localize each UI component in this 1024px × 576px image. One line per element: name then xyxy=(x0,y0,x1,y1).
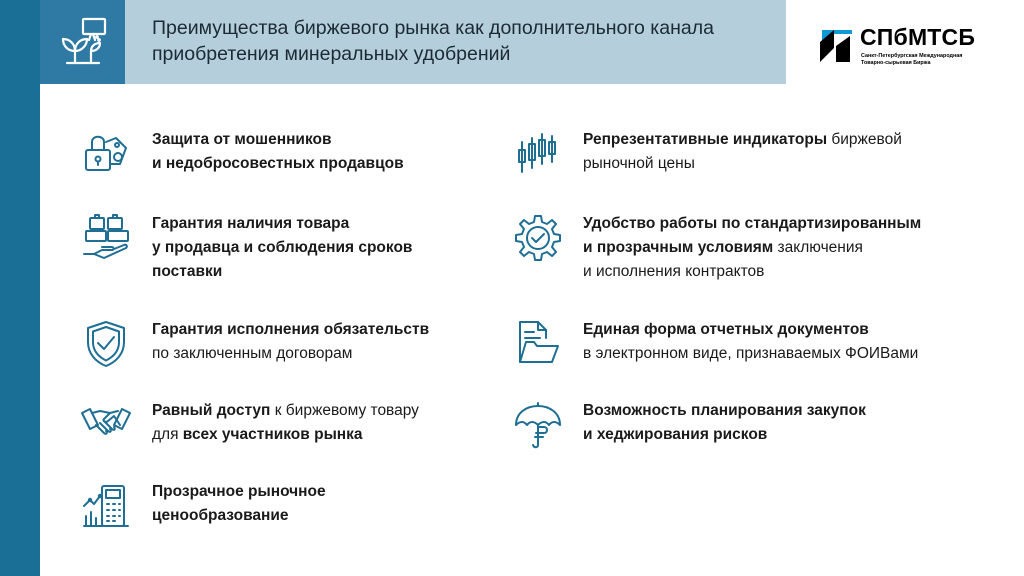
text-run: Репрезентативные индикаторы xyxy=(583,131,828,148)
text-run: Возможность планирования закупок xyxy=(583,402,866,419)
text-run: ценообразование xyxy=(152,507,289,524)
text-run: Единая форма отчетных документов xyxy=(583,321,869,338)
logo-subtitle xyxy=(861,53,962,67)
benefit-text xyxy=(152,480,326,532)
benefit-text xyxy=(152,212,412,284)
text-run: по заключенным договорам xyxy=(152,345,353,362)
text-run: Защита от мошенников xyxy=(152,131,332,148)
candlestick-icon xyxy=(512,128,564,180)
calculator-chart-icon xyxy=(80,480,132,532)
benefit-equal-access xyxy=(80,399,419,451)
benefit-standard-conditions xyxy=(512,212,921,284)
logo-name: СПбМТСБ xyxy=(860,24,976,50)
benefit-text xyxy=(583,128,902,180)
text-run: Гарантия наличия товара xyxy=(152,215,350,232)
text-run: и хеджирования рисков xyxy=(583,426,768,443)
text-run: Гарантия исполнения обязательств xyxy=(152,321,430,338)
text-run: рыночной цены xyxy=(583,155,695,172)
benefit-text xyxy=(583,212,921,284)
text-run: заключения xyxy=(773,239,863,256)
text-run: для xyxy=(152,426,183,443)
benefit-text xyxy=(152,128,404,180)
benefit-text xyxy=(152,399,419,451)
benefit-price-indicators xyxy=(512,128,902,180)
gear-check-icon xyxy=(512,212,564,264)
left-accent-strip xyxy=(0,0,40,576)
benefit-fraud-protection xyxy=(80,128,404,180)
benefit-goods-guarantee xyxy=(80,212,412,284)
text-run: у продавца и соблюдения сроков xyxy=(152,239,413,256)
logo-subtitle-line-2: Товарно-сырьевая Биржа xyxy=(861,60,931,66)
text-run: и исполнения контрактов xyxy=(583,263,765,280)
shield-check-icon xyxy=(80,318,132,370)
text-run: биржевой xyxy=(827,131,902,148)
benefit-text xyxy=(583,399,866,451)
text-run: Прозрачное рыночное xyxy=(152,483,326,500)
page-title-line-1: Преимущества биржевого рынка как дополнительного канала xyxy=(152,17,714,39)
text-run: в электронном виде, признаваемых ФОИВами xyxy=(583,345,919,362)
text-run: и прозрачным условиям xyxy=(583,239,774,256)
benefit-unified-documents xyxy=(512,318,918,370)
text-run: поставки xyxy=(152,263,223,280)
header-icon-box xyxy=(40,0,125,84)
document-folder-icon xyxy=(512,318,564,370)
benefit-planning-hedging xyxy=(512,399,866,451)
plant-screen-icon xyxy=(53,15,113,69)
text-run: к биржевому товару xyxy=(270,402,419,419)
benefit-text xyxy=(583,318,918,370)
text-run: и недобросовестных продавцов xyxy=(152,155,404,172)
umbrella-ruble-icon xyxy=(512,399,564,451)
goods-hand-icon xyxy=(80,212,132,264)
lock-tag-icon xyxy=(80,128,132,180)
page-title-line-2: приобретения минеральных удобрений xyxy=(152,43,511,65)
page-title xyxy=(152,15,772,67)
text-run: Равный доступ xyxy=(152,402,271,419)
handshake-icon xyxy=(80,399,132,451)
logo-mark-icon xyxy=(820,28,854,64)
spbmtsb-logo xyxy=(820,24,1000,72)
text-run: Удобство работы по стандартизированным xyxy=(583,215,922,232)
benefit-transparent-pricing xyxy=(80,480,326,532)
logo-subtitle-line-1: Санкт-Петербургская Международная xyxy=(861,53,963,59)
benefit-text xyxy=(152,318,429,370)
benefit-obligations-guarantee xyxy=(80,318,429,370)
text-run: всех участников рынка xyxy=(182,426,363,443)
